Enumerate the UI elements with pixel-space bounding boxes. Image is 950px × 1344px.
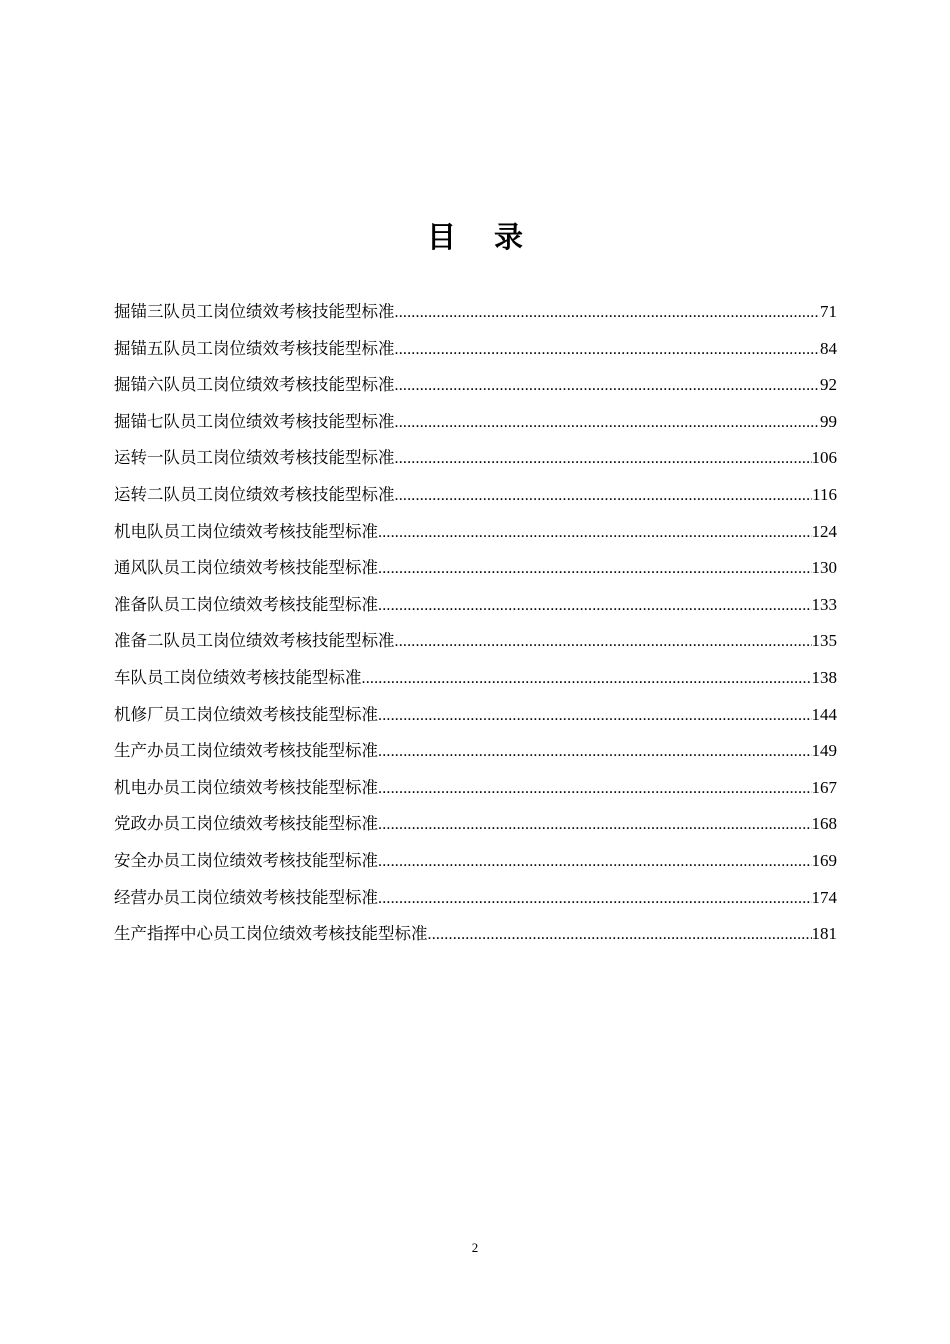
toc-entry[interactable] (114, 770, 837, 807)
toc-dot-leader (378, 515, 812, 552)
toc-entry-page: 130 (811, 558, 837, 578)
toc-entry-title: 掘锚六队员工岗位绩效考核技能型标准 (114, 375, 395, 395)
toc-dot-leader (395, 405, 821, 442)
toc-entry-title: 掘锚七队员工岗位绩效考核技能型标准 (114, 411, 395, 431)
toc-entry[interactable] (114, 294, 837, 331)
toc-entry-title: 通风队员工岗位绩效考核技能型标准 (114, 558, 378, 578)
toc-entry[interactable] (114, 733, 837, 770)
toc-entry-title: 掘锚五队员工岗位绩效考核技能型标准 (114, 338, 395, 358)
toc-dot-leader (362, 661, 812, 698)
toc-entry-page: 99 (820, 411, 837, 431)
toc-entry[interactable] (114, 404, 837, 441)
toc-entry-title: 准备二队员工岗位绩效考核技能型标准 (114, 631, 395, 651)
toc-dot-leader (378, 588, 812, 625)
toc-entry-title: 安全办员工岗位绩效考核技能型标准 (114, 850, 378, 870)
toc-entry[interactable] (114, 623, 837, 660)
toc-entry[interactable] (114, 660, 837, 697)
toc-entry[interactable] (114, 331, 837, 368)
toc-entry[interactable] (114, 477, 837, 514)
toc-dot-leader (378, 844, 812, 881)
toc-entry[interactable] (114, 367, 837, 404)
toc-entry[interactable] (114, 843, 837, 880)
toc-entry-page: 138 (811, 667, 837, 687)
page-number: 2 (471, 1240, 479, 1255)
toc-entry[interactable] (114, 916, 837, 953)
toc-entry-title: 机电队员工岗位绩效考核技能型标准 (114, 521, 378, 541)
toc-entry-title: 运转二队员工岗位绩效考核技能型标准 (114, 484, 395, 504)
toc-entry-title: 党政办员工岗位绩效考核技能型标准 (114, 814, 378, 834)
toc-entry-page: 168 (811, 814, 837, 834)
toc-entry[interactable] (114, 806, 837, 843)
toc-dot-leader (378, 734, 812, 771)
toc-entry[interactable] (114, 514, 837, 551)
toc-entry-page: 92 (820, 375, 837, 395)
toc-dot-leader (428, 917, 812, 954)
toc-entry-page: 149 (811, 741, 837, 761)
toc-dot-leader (378, 698, 812, 735)
toc-entry-title: 掘锚三队员工岗位绩效考核技能型标准 (114, 302, 395, 321)
toc-dot-leader (395, 624, 812, 661)
toc-entry-title: 运转一队员工岗位绩效考核技能型标准 (114, 448, 395, 468)
toc-entry-page: 84 (820, 338, 837, 358)
toc-entry-page: 174 (811, 887, 837, 907)
toc-entry-page: 167 (811, 777, 837, 797)
toc-dot-leader (395, 295, 821, 332)
toc-dot-leader (378, 551, 812, 588)
toc-entry-title: 机电办员工岗位绩效考核技能型标准 (114, 777, 378, 797)
toc-entry-page: 133 (811, 594, 837, 614)
toc-entry-page: 124 (811, 521, 837, 541)
toc-dot-leader (395, 332, 821, 369)
toc-entry-page: 169 (811, 850, 837, 870)
toc-entry[interactable] (114, 587, 837, 624)
table-of-contents (114, 294, 837, 953)
toc-entry-title: 生产指挥中心员工岗位绩效考核技能型标准 (114, 924, 428, 944)
page-title: 目 录 (426, 220, 538, 255)
toc-entry[interactable] (114, 880, 837, 917)
toc-entry-page: 106 (811, 448, 837, 468)
toc-entry-page: 181 (811, 924, 837, 944)
toc-entry-title: 生产办员工岗位绩效考核技能型标准 (114, 741, 378, 761)
toc-dot-leader (378, 881, 812, 918)
toc-entry-page: 144 (811, 704, 837, 724)
toc-entry-title: 车队员工岗位绩效考核技能型标准 (114, 667, 362, 687)
toc-dot-leader (395, 441, 812, 478)
toc-entry-title: 机修厂员工岗位绩效考核技能型标准 (114, 704, 378, 724)
toc-entry-title: 准备队员工岗位绩效考核技能型标准 (114, 594, 378, 614)
toc-dot-leader (395, 478, 813, 515)
toc-entry-page: 135 (811, 631, 837, 651)
toc-entry[interactable] (114, 697, 837, 734)
toc-entry[interactable] (114, 550, 837, 587)
toc-entry-page: 71 (820, 302, 837, 321)
toc-entry[interactable] (114, 440, 837, 477)
toc-entry-title: 经营办员工岗位绩效考核技能型标准 (114, 887, 378, 907)
toc-entry-page: 116 (812, 484, 837, 504)
toc-dot-leader (378, 807, 812, 844)
toc-dot-leader (378, 771, 812, 808)
toc-dot-leader (395, 368, 821, 405)
